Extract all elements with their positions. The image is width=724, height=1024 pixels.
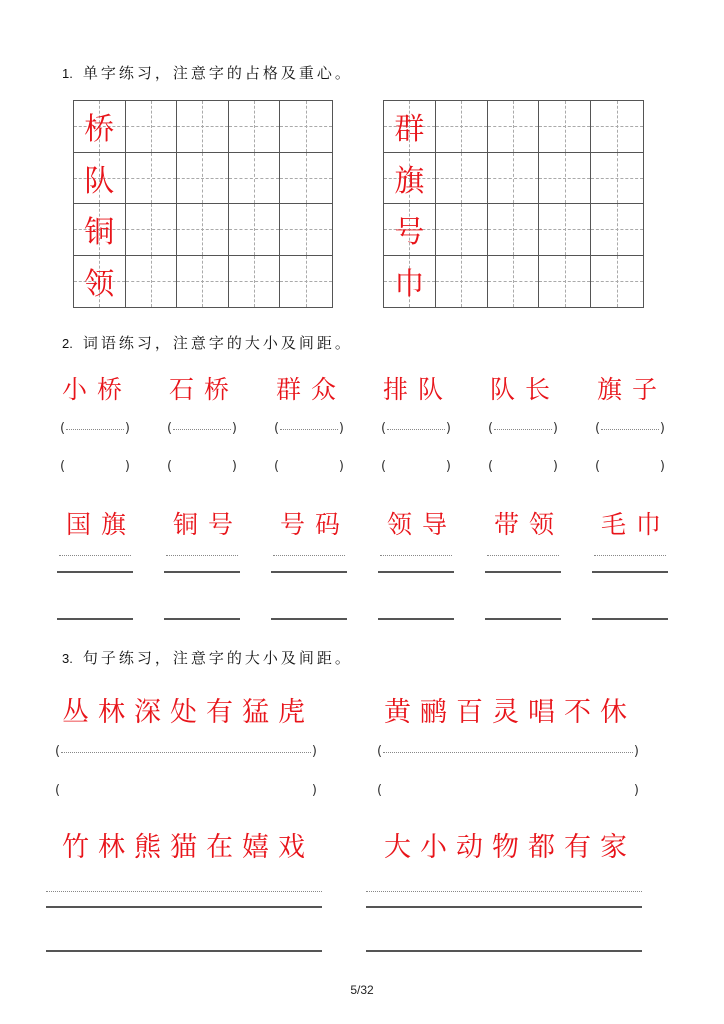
practice-cell[interactable]: [539, 204, 591, 256]
practice-cell[interactable]: [177, 101, 229, 153]
section-3-heading: [62, 647, 353, 668]
writing-line[interactable]: [57, 571, 133, 573]
close-paren: ): [445, 459, 451, 474]
answer-blank[interactable]: [381, 459, 451, 475]
practice-cell[interactable]: [488, 153, 540, 205]
writing-line[interactable]: [366, 906, 642, 908]
practice-cell[interactable]: [436, 204, 488, 256]
writing-line[interactable]: [271, 571, 347, 573]
dotted-guide: [383, 752, 633, 753]
practice-cell[interactable]: [177, 204, 229, 256]
open-paren: (: [595, 459, 601, 474]
section-title: 句子练习，注意字的大小及间距。: [82, 649, 353, 667]
answer-blank[interactable]: [274, 459, 344, 475]
section-number: 3.: [62, 651, 73, 666]
section-number: 1.: [62, 66, 73, 81]
dotted-guide: [487, 555, 559, 556]
section-2-heading: [62, 332, 353, 353]
close-paren: ): [633, 783, 639, 798]
model-character-cell: [384, 256, 436, 308]
close-paren: ): [338, 459, 344, 474]
model-sentence: 黄鹂百灵唱不休: [384, 697, 636, 728]
section-title: 单字练习，注意字的占格及重心。: [82, 64, 353, 82]
writing-line[interactable]: [592, 571, 668, 573]
section-title: 词语练习，注意字的大小及间距。: [82, 334, 353, 352]
practice-cell[interactable]: [591, 256, 643, 308]
model-character: 巾: [394, 267, 425, 303]
model-sentence: 丛林深处有猛虎: [62, 697, 314, 728]
model-word: 石桥: [169, 375, 240, 404]
writing-line[interactable]: [46, 906, 322, 908]
writing-line[interactable]: [57, 618, 133, 620]
writing-line[interactable]: [378, 571, 454, 573]
pinyin-answer-blank[interactable]: [595, 421, 665, 437]
practice-cell[interactable]: [280, 101, 332, 153]
pinyin-answer-blank[interactable]: [381, 421, 451, 437]
model-character-cell: [74, 153, 126, 205]
writing-line[interactable]: [485, 618, 561, 620]
model-character-cell: [384, 153, 436, 205]
dotted-guide: [166, 555, 238, 556]
practice-cell[interactable]: [229, 101, 281, 153]
model-word: 领导: [387, 510, 458, 539]
model-word: 带领: [494, 510, 565, 539]
practice-cell[interactable]: [436, 256, 488, 308]
open-paren: (: [274, 459, 280, 474]
dotted-guide: [380, 555, 452, 556]
writing-line[interactable]: [271, 618, 347, 620]
writing-line[interactable]: [164, 618, 240, 620]
practice-cell[interactable]: [539, 153, 591, 205]
open-paren: (: [488, 421, 494, 436]
model-word: 号码: [280, 510, 351, 539]
pinyin-answer-blank[interactable]: [167, 421, 237, 437]
model-word: 小桥: [62, 375, 133, 404]
close-paren: ): [633, 744, 639, 759]
dotted-guide: [601, 429, 659, 430]
model-sentence: 大小动物都有家: [384, 832, 636, 863]
open-paren: (: [55, 744, 61, 759]
open-paren: (: [377, 783, 383, 798]
writing-line[interactable]: [164, 571, 240, 573]
open-paren: (: [60, 459, 66, 474]
practice-cell[interactable]: [177, 153, 229, 205]
open-paren: (: [381, 421, 387, 436]
model-character-cell: [384, 101, 436, 153]
dotted-guide: [59, 555, 131, 556]
practice-cell[interactable]: [488, 101, 540, 153]
model-word: 毛巾: [601, 510, 672, 539]
model-word: 旗子: [597, 375, 668, 404]
model-word: 铜号: [173, 510, 244, 539]
dotted-guide: [366, 891, 642, 892]
writing-line[interactable]: [378, 618, 454, 620]
answer-blank[interactable]: [595, 459, 665, 475]
section-number: 2.: [62, 336, 73, 351]
model-word: 群众: [276, 375, 347, 404]
practice-cell[interactable]: [126, 101, 178, 153]
pinyin-answer-blank[interactable]: [274, 421, 344, 437]
answer-blank[interactable]: [488, 459, 558, 475]
answer-blank[interactable]: [60, 459, 130, 475]
practice-cell[interactable]: [280, 256, 332, 308]
open-paren: (: [377, 744, 383, 759]
answer-blank[interactable]: [55, 783, 317, 799]
pinyin-answer-blank[interactable]: [60, 421, 130, 437]
model-word: 队长: [490, 375, 561, 404]
close-paren: ): [124, 459, 130, 474]
model-character-cell: [74, 204, 126, 256]
open-paren: (: [60, 421, 66, 436]
practice-cell[interactable]: [539, 101, 591, 153]
answer-blank[interactable]: [167, 459, 237, 475]
section-1-heading: [62, 62, 353, 83]
dotted-guide: [494, 429, 552, 430]
practice-cell[interactable]: [229, 204, 281, 256]
close-paren: ): [311, 744, 317, 759]
close-paren: ): [659, 421, 665, 436]
open-paren: (: [167, 459, 173, 474]
model-character: 队: [84, 163, 115, 199]
practice-cell[interactable]: [126, 256, 178, 308]
dotted-guide: [173, 429, 231, 430]
close-paren: ): [124, 421, 130, 436]
dotted-guide: [387, 429, 445, 430]
practice-cell[interactable]: [177, 256, 229, 308]
practice-cell[interactable]: [591, 101, 643, 153]
model-character-cell: [74, 256, 126, 308]
close-paren: ): [552, 421, 558, 436]
practice-cell[interactable]: [280, 204, 332, 256]
close-paren: ): [231, 421, 237, 436]
open-paren: (: [274, 421, 280, 436]
practice-cell[interactable]: [126, 204, 178, 256]
practice-cell[interactable]: [591, 204, 643, 256]
model-word: 国旗: [66, 510, 137, 539]
practice-cell[interactable]: [591, 153, 643, 205]
practice-cell[interactable]: [436, 101, 488, 153]
dotted-guide: [594, 555, 666, 556]
model-character: 桥: [84, 112, 115, 148]
character-grid-right: [383, 100, 644, 308]
close-paren: ): [338, 421, 344, 436]
pinyin-answer-blank[interactable]: [488, 421, 558, 437]
model-character: 号: [394, 215, 425, 251]
model-character: 领: [84, 267, 115, 303]
model-character: 旗: [394, 163, 425, 199]
model-character: 铜: [84, 215, 115, 251]
model-word: 排队: [383, 375, 454, 404]
practice-cell[interactable]: [488, 204, 540, 256]
dotted-guide: [273, 555, 345, 556]
open-paren: (: [595, 421, 601, 436]
practice-cell[interactable]: [280, 153, 332, 205]
open-paren: (: [55, 783, 61, 798]
model-sentence: 竹林熊猫在嬉戏: [62, 832, 314, 863]
practice-cell[interactable]: [436, 153, 488, 205]
practice-cell[interactable]: [539, 256, 591, 308]
close-paren: ): [659, 459, 665, 474]
open-paren: (: [488, 459, 494, 474]
dotted-guide: [61, 752, 311, 753]
model-character-cell: [384, 204, 436, 256]
model-character-cell: [74, 101, 126, 153]
practice-cell[interactable]: [229, 153, 281, 205]
close-paren: ): [552, 459, 558, 474]
close-paren: ): [231, 459, 237, 474]
pinyin-answer-blank[interactable]: [55, 744, 317, 760]
close-paren: ): [311, 783, 317, 798]
practice-cell[interactable]: [488, 256, 540, 308]
page-number: 5/32: [350, 983, 374, 997]
open-paren: (: [381, 459, 387, 474]
practice-cell[interactable]: [126, 153, 178, 205]
answer-blank[interactable]: [377, 783, 639, 799]
dotted-guide: [280, 429, 338, 430]
writing-line[interactable]: [592, 618, 668, 620]
open-paren: (: [167, 421, 173, 436]
writing-line[interactable]: [485, 571, 561, 573]
pinyin-answer-blank[interactable]: [377, 744, 639, 760]
close-paren: ): [445, 421, 451, 436]
writing-line[interactable]: [366, 950, 642, 952]
character-grid-left: [73, 100, 333, 308]
model-character: 群: [394, 112, 425, 148]
dotted-guide: [66, 429, 124, 430]
dotted-guide: [46, 891, 322, 892]
practice-cell[interactable]: [229, 256, 281, 308]
writing-line[interactable]: [46, 950, 322, 952]
